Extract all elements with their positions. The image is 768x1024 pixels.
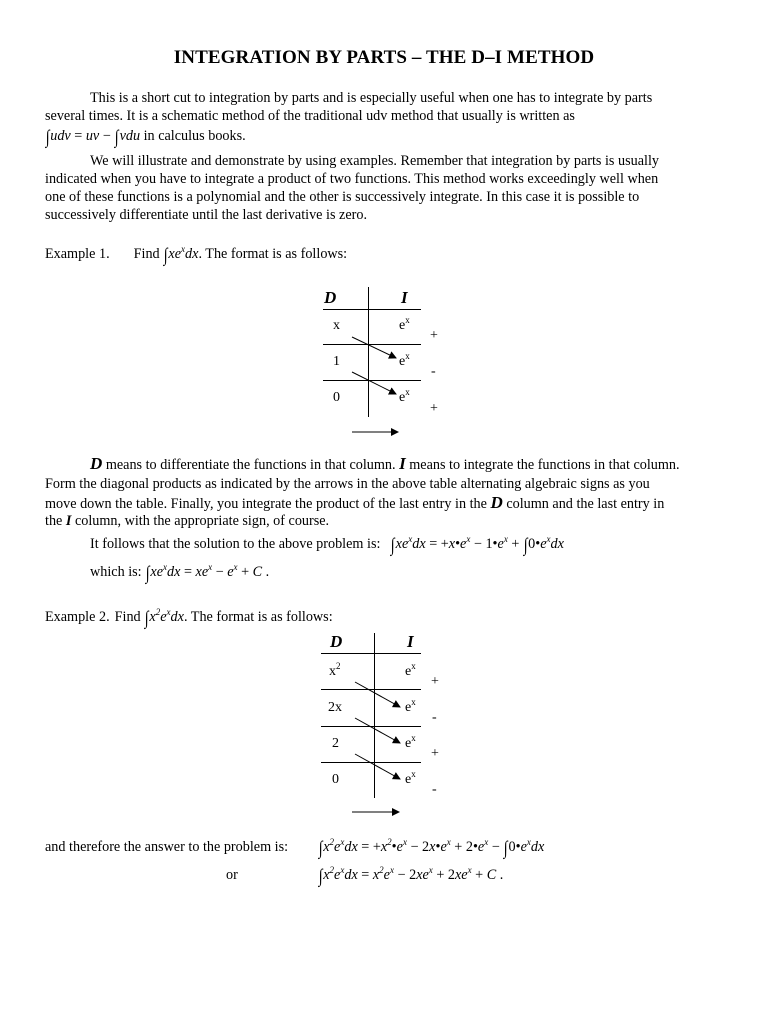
explanation-line-4: the I column, with the appropriate sign, of course.	[45, 513, 330, 529]
para2-line-4: successively differentiate until the last derivative is zero.	[45, 207, 367, 223]
table2-i-cell: $e^x$	[405, 661, 416, 679]
para2-line-1: We will illustrate and demonstrate by using examples. Remember that integration by parts is usually	[90, 153, 659, 169]
table1-d-cell: 0	[333, 390, 340, 405]
formula-tail: in calculus books.	[140, 128, 246, 144]
diagonal-arrow	[355, 718, 400, 743]
table1-i-cell: $e^x$	[399, 387, 410, 405]
explanation-line-3: move down the table. Finally, you integrate the product of the last entry in the D column and the last entry in	[45, 493, 665, 512]
table2-i-cell: $e^x$	[405, 769, 416, 787]
table2-i-cell: $e^x$	[405, 733, 416, 751]
example2-final-formula: $\int x^2e^xdx = x^2e^x - 2xe^x + 2xe^x + C$ .	[318, 865, 504, 887]
formula-minus: −	[99, 128, 115, 144]
formula-udv: udv	[50, 128, 71, 144]
diagonal-arrow	[355, 682, 400, 707]
example1-find: Find	[133, 246, 164, 262]
integral-sign: ∫	[45, 127, 50, 148]
d-label: D	[90, 454, 103, 473]
table2-d-cell: 2	[332, 736, 339, 751]
table2-i-cell: $e^x$	[405, 697, 416, 715]
table1-sign: +	[430, 401, 438, 416]
i-label: I	[399, 454, 406, 473]
table2-header-i: I	[407, 632, 414, 651]
explanation-line-1: D means to differentiate the functions in that column. I means to integrate the functions in that column.	[90, 454, 680, 473]
table2-d-cell: 2x	[328, 700, 342, 715]
example2-answer-lead: and therefore the answer to the problem is:	[45, 839, 289, 855]
example1-label: Example 1.	[45, 246, 110, 262]
para2-line-2: indicated when you have to integrate a product of two functions. This method works exceedingly well when	[45, 171, 659, 187]
which-is-line: which is: $\int xe^xdx = xe^x - e^x + C$ .	[90, 562, 270, 584]
page-title: INTEGRATION BY PARTS – THE D–I METHOD	[173, 47, 595, 68]
table1-d-cell: x	[333, 318, 340, 333]
table1-header-d: D	[324, 288, 337, 307]
diagonal-arrow	[355, 754, 400, 779]
para2-line-3: one of these functions is a polynomial and the other is successively integrate. In this case it is possible to	[45, 189, 640, 205]
example1-tail: . The format is as follows:	[198, 246, 348, 262]
solution-line: It follows that the solution to the above problem is: $\int xe^xdx$ = $+x•e^x$ − $1•e^x$ + $\int 0•e^xdx$	[90, 534, 564, 556]
example1-integrand: $xe^xdx$	[168, 244, 199, 262]
table1-i-cell: $e^x$	[399, 315, 410, 333]
table2-sign: -	[432, 710, 437, 725]
explanation-line-2: Form the diagonal products as indicated by the arrows in the above table alternating algebraic signs as you	[45, 476, 650, 492]
table2-sign: +	[431, 674, 439, 689]
example2-heading: Example 2. Find $\int x^2e^xdx$. The format is as follows:	[45, 607, 333, 629]
intro-line-1: This is a short cut to integration by parts and is especially useful when one has to integrate by parts	[90, 90, 653, 106]
example2-answer-formula: $\int x^2e^xdx$ = $+x^2•e^x$ − $2x•e^x$ + $2•e^x$ − $\int 0•e^xdx$	[318, 837, 545, 859]
example2-or: or	[226, 867, 238, 883]
table2-d-cell: 0	[332, 772, 339, 787]
table2-sign: -	[432, 782, 437, 797]
table1-sign: -	[431, 364, 436, 379]
table2-sign: +	[431, 746, 439, 761]
table2-header-d: D	[330, 632, 343, 651]
table1-d-cell: 1	[333, 354, 340, 369]
table2-d-cell: $x^2$	[329, 661, 341, 679]
table1-header-i: I	[401, 288, 408, 307]
table1-i-cell: $e^x$	[399, 351, 410, 369]
formula-equals: =	[70, 128, 86, 144]
integral-sign: ∫	[163, 245, 168, 266]
intro-line-2: several times. It is a schematic method of the traditional udv method that usually is written as	[45, 108, 575, 124]
table1-sign: +	[430, 328, 438, 343]
formula-uv: uv	[85, 128, 100, 144]
integral-sign: ∫	[114, 127, 119, 148]
formula-vdu: vdu	[119, 128, 141, 144]
